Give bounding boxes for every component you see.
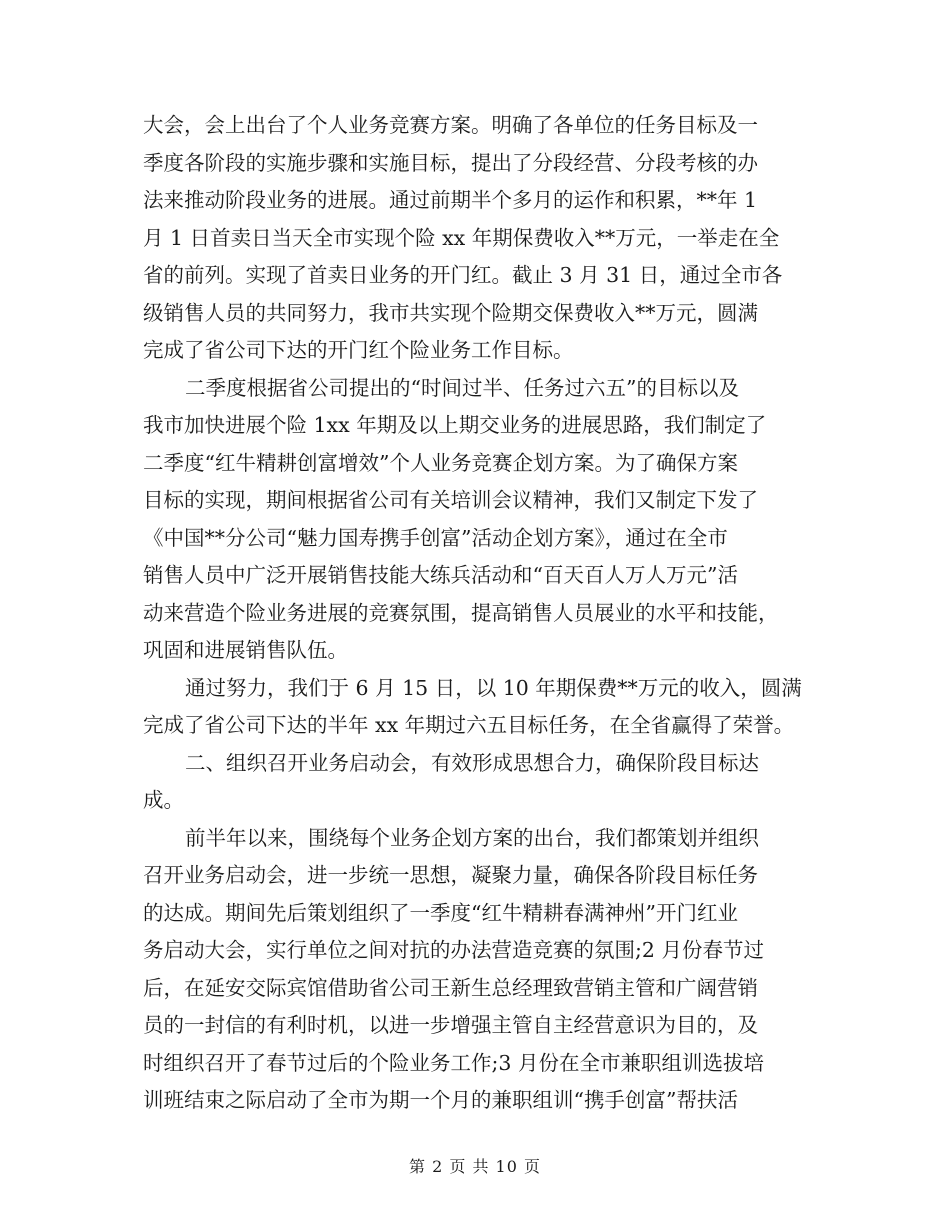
text-line: 时组织召开了春节过后的个险业务工作;3 月份在全市兼职组训选拔培	[143, 1050, 764, 1075]
text-line: 完成了省公司下达的半年 xx 年期过六五目标任务，在全省赢得了荣誉。	[143, 713, 795, 737]
text-line: 完成了省公司下达的开门红个险业务工作目标。	[143, 338, 574, 362]
text-line: 《中国**分公司“魅力国寿携手创富”活动企划方案》，通过在全市	[143, 525, 728, 550]
text-line: 季度各阶段的实施步骤和实施目标，提出了分段经营、分段考核的办	[143, 150, 758, 175]
text-line: 我市加快进展个险 1xx 年期及以上期交业务的进展思路，我们制定了	[143, 413, 767, 437]
text-line: 务启动大会，实行单位之间对抗的办法营造竞赛的氛围;2 月份春节过	[143, 938, 764, 962]
text-line: 级销售人员的共同努力，我市共实现个险期交保费收入**万元，圆满	[143, 300, 758, 325]
text-line: 员的一封信的有利时机，以进一步增强主管自主经营意识为目的，及	[143, 1013, 758, 1037]
text-line: 召开业务启动会，进一步统一思想，凝聚力量，确保各阶段目标任务	[143, 863, 758, 887]
text-line: 省的前列。实现了首卖日业务的开门红。截止 3 月 31 日，通过全市各	[143, 263, 783, 287]
paragraph-first-line: 二季度根据省公司提出的“时间过半、任务过六五”的目标以及	[185, 375, 739, 400]
document-body	[143, 107, 815, 1120]
text-line: 的达成。期间先后策划组织了一季度“红牛精耕春满神州”开门红业	[143, 900, 738, 925]
text-line: 目标的实现，期间根据省公司有关培训会议精神，我们又制定下发了	[143, 488, 758, 512]
text-line: 后，在延安交际宾馆借助省公司王新生总经理致营销主管和广阔营销	[143, 975, 758, 1000]
text-line: 训班结束之际启动了全市为期一个月的兼职组训“携手创富”帮扶活	[143, 1088, 738, 1112]
text-line: 法来推动阶段业务的进展。通过前期半个多月的运作和积累，**年 1	[143, 188, 758, 212]
page-number-footer: 第 2 页 共 10 页	[409, 1157, 541, 1176]
text-line: 巩固和进展销售队伍。	[143, 638, 348, 662]
section-heading: 二、组织召开业务启动会，有效形成思想合力，确保阶段目标达	[185, 750, 759, 775]
paragraph-first-line: 通过努力，我们于 6 月 15 日，以 10 年期保费**万元的收入，圆满	[185, 675, 802, 700]
text-line: 二季度“红牛精耕创富增效”个人业务竞赛企划方案。为了确保方案	[143, 450, 738, 475]
text-line: 动来营造个险业务进展的竞赛氛围，提高销售人员展业的水平和技能，	[143, 600, 779, 625]
text-line: 销售人员中广泛开展销售技能大练兵活动和“百天百人万人万元”活	[143, 563, 738, 587]
text-line: 月 1 日首卖日当天全市实现个险 xx 年期保费收入**万元，一举走在全	[143, 225, 780, 250]
section-heading-continued: 成。	[143, 788, 184, 812]
text-line: 大会，会上出台了个人业务竞赛方案。明确了各单位的任务目标及一	[143, 113, 758, 137]
paragraph-first-line: 前半年以来，围绕每个业务企划方案的出台，我们都策划并组织	[185, 825, 759, 850]
